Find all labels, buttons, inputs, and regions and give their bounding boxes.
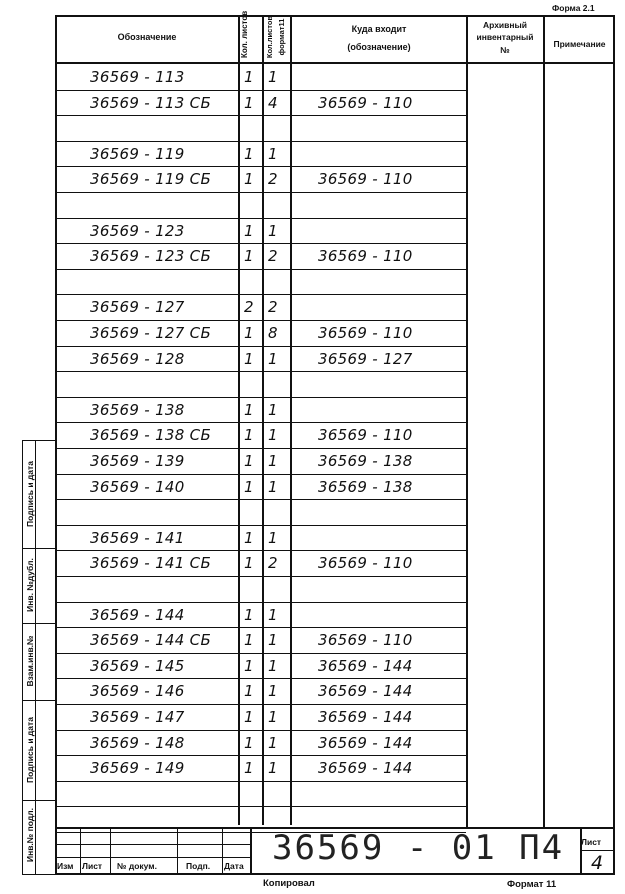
row-copies: 8 (268, 324, 278, 342)
row-where-used: 36569 - 110 (318, 170, 413, 189)
row-rule (57, 525, 466, 526)
row-rule (57, 115, 466, 116)
row-copies: 1 (268, 144, 278, 163)
row-designation: 36569 - 123 СБ (90, 247, 212, 266)
row-sheets: 2 (244, 298, 254, 317)
row-rule (57, 653, 466, 654)
row-sheets: 1 (244, 324, 254, 342)
row-copies: 2 (268, 298, 278, 317)
row-rule (57, 678, 466, 679)
row-copies: 1 (268, 477, 278, 496)
footer-copied: Копировал (263, 878, 315, 889)
row-designation: 36569 - 138 (90, 400, 185, 419)
row-where-used: 36569 - 110 (318, 631, 413, 650)
row-copies: 2 (268, 170, 278, 189)
row-designation: 36569 - 148 (90, 733, 185, 752)
row-rule (57, 371, 466, 372)
row-copies: 1 (268, 349, 278, 368)
row-sheets: 1 (244, 554, 254, 573)
row-sheets: 1 (244, 477, 254, 496)
title-col-izm: Изм (57, 861, 74, 871)
row-copies: 1 (268, 682, 278, 701)
header-where-used-1: Куда входит (351, 24, 407, 34)
row-designation: 36569 - 141 СБ (90, 554, 212, 573)
row-rule (57, 730, 466, 731)
header-where-used-2: (обозначение) (347, 42, 411, 52)
header-notes: Примечание (553, 39, 606, 49)
row-where-used: 36569 - 138 (318, 477, 413, 496)
row-rule (57, 269, 466, 270)
row-copies: 4 (268, 93, 278, 112)
row-where-used: 36569 - 144 (318, 759, 413, 778)
row-rule (57, 806, 466, 807)
sheet-number: 4 (591, 852, 604, 874)
row-designation: 36569 - 145 (90, 656, 185, 675)
row-copies: 1 (268, 759, 278, 778)
row-copies: 1 (268, 400, 278, 419)
row-sheets: 1 (244, 221, 254, 240)
row-designation: 36569 - 144 (90, 605, 185, 624)
row-designation: 36569 - 146 (90, 682, 185, 701)
row-rule (57, 166, 466, 167)
side-label-sign-date-1: Подпись и дата (25, 717, 35, 783)
header-sheets-count: Кол. листов (240, 10, 249, 58)
title-col-doc: № докум. (117, 861, 157, 871)
row-sheets: 1 (244, 93, 254, 112)
row-rule (57, 141, 466, 142)
row-rule (57, 294, 466, 295)
row-rule (57, 474, 466, 475)
row-designation: 36569 - 149 (90, 759, 185, 778)
row-sheets: 1 (244, 247, 254, 266)
row-copies: 1 (268, 656, 278, 675)
row-rule (57, 448, 466, 449)
row-where-used: 36569 - 110 (318, 426, 413, 445)
row-designation: 36569 - 128 (90, 349, 185, 368)
row-sheets: 1 (244, 349, 254, 368)
row-where-used: 36569 - 138 (318, 452, 413, 470)
side-label-sign-date-2: Подпись и дата (25, 461, 35, 527)
row-rule (57, 243, 466, 244)
row-rule (57, 422, 466, 423)
row-where-used: 36569 - 110 (318, 324, 413, 342)
row-designation: 36569 - 123 (90, 221, 185, 240)
row-copies: 1 (268, 528, 278, 547)
row-designation: 36569 - 144 СБ (90, 631, 212, 650)
row-designation: 36569 - 141 (90, 528, 185, 547)
header-archive-3: № (500, 45, 510, 55)
row-sheets: 1 (244, 656, 254, 675)
row-designation: 36569 - 147 (90, 708, 185, 726)
header-archive-2: инвентарный (476, 32, 534, 42)
side-label-vzam-inv: Взам.инв.№ (25, 635, 35, 687)
row-designation: 36569 - 127 (90, 298, 185, 317)
row-rule (57, 346, 466, 347)
row-designation: 36569 - 119 СБ (90, 170, 212, 189)
row-rule (57, 397, 466, 398)
row-copies: 1 (268, 605, 278, 624)
row-designation: 36569 - 119 (90, 144, 185, 163)
row-copies: 1 (268, 68, 278, 86)
row-designation: 36569 - 138 СБ (90, 426, 212, 445)
header-copies-count: Кол.листов формат11 (265, 15, 286, 59)
row-where-used: 36569 - 110 (318, 554, 413, 573)
side-label-inv-podl: Инв.№ подл. (25, 807, 35, 863)
row-copies: 2 (268, 554, 278, 573)
row-rule (57, 627, 466, 628)
row-sheets: 1 (244, 733, 254, 752)
row-rule (57, 704, 466, 705)
footer-format: Формат 11 (507, 879, 557, 890)
row-rule (57, 550, 466, 551)
row-sheets: 1 (244, 170, 254, 189)
row-copies: 1 (268, 631, 278, 650)
title-col-sign: Подп. (186, 861, 211, 871)
row-copies: 1 (268, 708, 278, 726)
row-copies: 1 (268, 733, 278, 752)
row-where-used: 36569 - 144 (318, 682, 413, 701)
row-designation: 36569 - 113 СБ (90, 93, 212, 112)
row-rule (57, 320, 466, 321)
row-rule (57, 218, 466, 219)
row-rule (57, 90, 466, 91)
row-sheets: 1 (244, 68, 254, 86)
row-rule (57, 755, 466, 756)
row-sheets: 1 (244, 426, 254, 445)
title-col-list: Лист (82, 861, 103, 871)
row-rule (57, 499, 466, 500)
row-sheets: 1 (244, 452, 254, 470)
form-label: Форма 2.1 (552, 3, 595, 13)
row-rule (57, 576, 466, 577)
title-col-date: Дата (224, 861, 244, 871)
row-copies: 2 (268, 247, 278, 266)
row-sheets: 1 (244, 631, 254, 650)
row-sheets: 1 (244, 400, 254, 419)
row-where-used: 36569 - 144 (318, 656, 413, 675)
header-designation: Обозначение (117, 32, 177, 42)
row-sheets: 1 (244, 528, 254, 547)
row-where-used: 36569 - 110 (318, 93, 413, 112)
row-where-used: 36569 - 144 (318, 733, 413, 752)
row-rule (57, 781, 466, 782)
row-copies: 1 (268, 452, 278, 470)
row-where-used: 36569 - 127 (318, 349, 413, 368)
row-sheets: 1 (244, 144, 254, 163)
row-sheets: 1 (244, 682, 254, 701)
row-rule (57, 192, 466, 193)
row-rule (57, 602, 466, 603)
row-sheets: 1 (244, 708, 254, 726)
row-designation: 36569 - 139 (90, 452, 185, 470)
row-sheets: 1 (244, 759, 254, 778)
side-label-inv-dubl: Инв. №дубл. (25, 558, 35, 612)
row-copies: 1 (268, 426, 278, 445)
row-sheets: 1 (244, 605, 254, 624)
row-designation: 36569 - 113 (90, 68, 185, 86)
row-where-used: 36569 - 110 (318, 247, 413, 266)
row-where-used: 36569 - 144 (318, 708, 413, 726)
sheet-label: Лист (581, 837, 602, 847)
row-designation: 36569 - 140 (90, 477, 185, 496)
doc-number: 36569 - 01 П4 (272, 828, 565, 868)
row-designation: 36569 - 127 СБ (90, 324, 212, 342)
row-copies: 1 (268, 221, 278, 240)
header-archive-1: Архивный (482, 20, 527, 30)
